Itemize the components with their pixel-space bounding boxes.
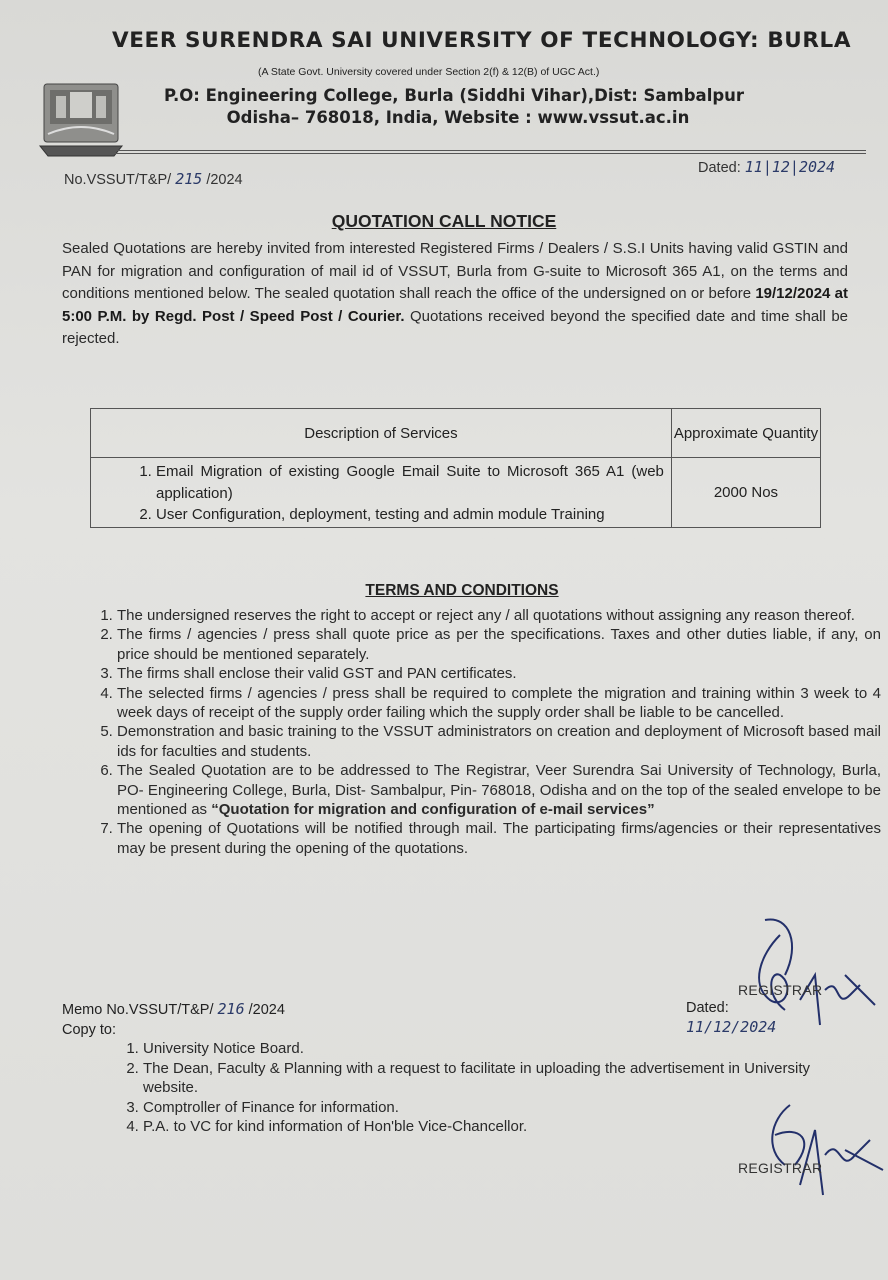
reference-prefix: No.VSSUT/T&P/ [64, 172, 172, 188]
intro-deadline: 19/12/2024 at 5:00 P.M. by Regd. Post / Speed Post / Courier. [62, 285, 848, 325]
reference-number [64, 170, 243, 188]
header-divider [56, 150, 866, 151]
copy-item-3: 3. Comptroller of Finance for information. [143, 1098, 865, 1118]
copy-item-4: 4. P.A. to VC for kind information of Hon'ble Vice-Chancellor. [143, 1117, 865, 1137]
reference-suffix: /2024 [206, 172, 243, 188]
copy-to-label: Copy to: [62, 1022, 116, 1038]
university-status: (A State Govt. University covered under Section 2(f) & 12(B) of UGC Act.) [258, 66, 600, 78]
services-cell [91, 458, 672, 528]
notice-date [698, 158, 835, 176]
memo-dated-label: Dated: [686, 1000, 729, 1016]
memo-prefix: Memo No.VSSUT/T&P/ [62, 1002, 214, 1018]
terms-title: TERMS AND CONDITIONS [365, 582, 559, 599]
reference-number-handwritten: 215 [175, 170, 203, 188]
term-item-2: 2. The firms / agencies / press shall quote price as per the specifications. Taxes and other duties liable, if any, on price should be mentioned separately. [117, 625, 881, 664]
term-item-4: 4. The selected firms / agencies / press shall be required to complete the migration and training within 3 week to 4 week days of receipt of the supply order failing which the supply order shall be liable to be cancelled. [117, 684, 881, 723]
term-item-7: 7. The opening of Quotations will be notified through mail. The participating firms/agencies or their representatives may be present during the opening of the quotations. [117, 819, 881, 858]
notice-intro [62, 238, 848, 351]
services-table [90, 408, 821, 528]
services-table-header [91, 409, 821, 458]
header-quantity: Approximate Quantity [671, 409, 820, 458]
term-item-1: 1. The undersigned reserves the right to accept or reject any / all quotations without assigning any reason thereof. [117, 606, 881, 625]
term-item-5: 5. Demonstration and basic training to the VSSUT administrators on creation and deployment of Microsoft based mail ids for faculties and students. [117, 722, 881, 761]
registrar-label-2: REGISTRAR [738, 1160, 823, 1176]
address-line-2: Odisha– 768018, India, Website : www.vssut.ac.in [226, 108, 690, 127]
memo-number-handwritten: 216 [217, 1000, 245, 1018]
copy-item-2: 2. The Dean, Faculty & Planning with a request to facilitate in uploading the advertisement in University website. [143, 1059, 865, 1098]
header-divider-2 [56, 153, 866, 154]
memo-suffix: /2024 [248, 1002, 285, 1018]
terms-list [88, 606, 881, 858]
term-item-6 [117, 761, 881, 819]
dated-value-handwritten: 11|12|2024 [744, 158, 836, 176]
term-item-3: 3. The firms shall enclose their valid GST and PAN certificates. [117, 664, 881, 683]
registrar-signature-2-icon [745, 1095, 885, 1200]
copy-item-1: 1. University Notice Board. [143, 1039, 865, 1059]
table-row [91, 458, 821, 528]
memo-number [62, 1000, 285, 1018]
quantity-cell: 2000 Nos [671, 458, 820, 528]
intro-text-2: Quotations received beyond the specified date and time shall be rejected. [62, 307, 848, 347]
service-item-2: 2. User Configuration, deployment, testing and admin module Training [156, 504, 670, 526]
memo-dated-handwritten: 11/12/2024 [686, 1018, 777, 1036]
header-description: Description of Services [91, 409, 672, 458]
term-item-6-bold: “Quotation for migration and configuration of e-mail services” [211, 801, 655, 819]
registrar-label-1: REGISTRAR [738, 982, 823, 998]
service-item-1: 1. Email Migration of existing Google Email Suite to Microsoft 365 A1 (web application) [156, 461, 670, 504]
university-name: VEER SURENDRA SAI UNIVERSITY OF TECHNOLOGY: BURLA [112, 28, 852, 53]
notice-title: QUOTATION CALL NOTICE [331, 211, 557, 231]
intro-text-1: Sealed Quotations are hereby invited from interested Registered Firms / Dealers / S.S.I Units having valid GSTIN and PAN for migration and configuration of mail id of VSSUT, Burla from G-suite to Microsoft 365 A1, on the terms and conditions mentioned below. The sealed quotation shall reach the office of the undersigned on or before [62, 240, 848, 302]
dated-label: Dated: [698, 160, 741, 176]
term-item-6-text: The Sealed Quotation are to be addressed to The Registrar, Veer Surendra Sai University of Technology, Burla, PO- Engineering College, Burla, Dist- Sambalpur, Pin- 768018, Odisha and on the top of the sealed envelope to be mentioned as [117, 762, 881, 819]
address-line-1: P.O: Engineering College, Burla (Siddhi Vihar),Dist: Sambalpur [163, 86, 745, 105]
